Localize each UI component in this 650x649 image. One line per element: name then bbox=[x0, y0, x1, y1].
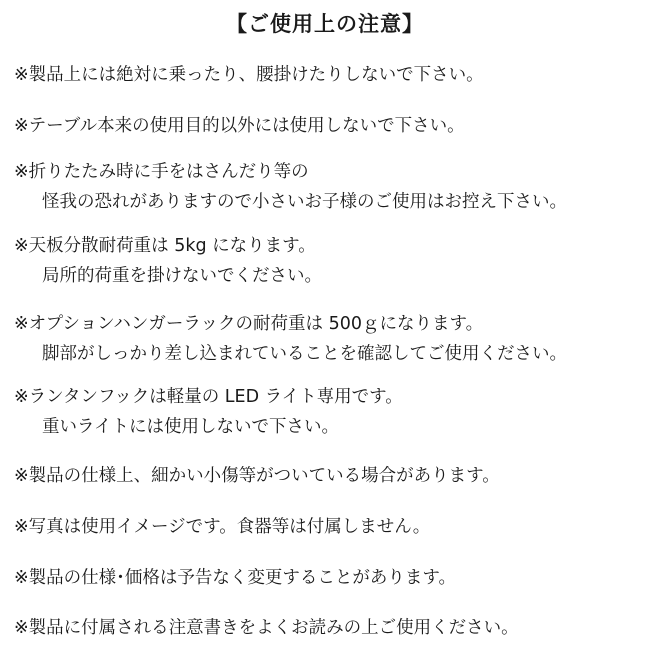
note-item bbox=[14, 157, 644, 217]
note-line: ※天板分散耐荷重は 5kg になります。 bbox=[14, 236, 316, 256]
note-item bbox=[14, 512, 644, 542]
note-line: ※製品に付属される注意書きをよくお読みの上ご使用ください。 bbox=[14, 618, 519, 638]
note-continuation-line: 脚部がしっかり差し込まれていることを確認してご使用ください。 bbox=[42, 344, 567, 364]
note-continuation-line: 局所的荷重を掛けないでください。 bbox=[42, 266, 322, 286]
note-continuation-line: 怪我の恐れがありますので小さいお子様のご使用はお控え下さい。 bbox=[42, 192, 567, 212]
note-item bbox=[14, 461, 644, 491]
page-title: 【ご使用上の注意】 bbox=[226, 12, 424, 36]
note-line: ※写真は使用イメージです。食器等は付属しません。 bbox=[14, 517, 431, 537]
note-item bbox=[14, 382, 644, 442]
note-item bbox=[14, 309, 644, 369]
note-line: ※オプションハンガーラックの耐荷重は 500ｇになります。 bbox=[14, 314, 484, 334]
note-item bbox=[14, 60, 644, 90]
note-item bbox=[14, 231, 644, 291]
note-line: ※テーブル本来の使用目的以外には使用しないで下さい。 bbox=[14, 116, 465, 136]
note-continuation-line: 重いライトには使用しないで下さい。 bbox=[42, 417, 339, 437]
note-line: ※製品上には絶対に乗ったり、腰掛けたりしないで下さい。 bbox=[14, 65, 484, 85]
note-line: ※製品の仕様･価格は予告なく変更することがあります。 bbox=[14, 568, 457, 588]
note-item bbox=[14, 563, 644, 593]
note-item bbox=[14, 613, 644, 643]
note-item bbox=[14, 111, 644, 141]
note-line: ※ランタンフックは軽量の LED ライト専用です。 bbox=[14, 387, 403, 407]
note-line: ※折りたたみ時に手をはさんだり等の bbox=[14, 162, 309, 182]
note-line: ※製品の仕様上、細かい小傷等がついている場合があります。 bbox=[14, 466, 500, 486]
